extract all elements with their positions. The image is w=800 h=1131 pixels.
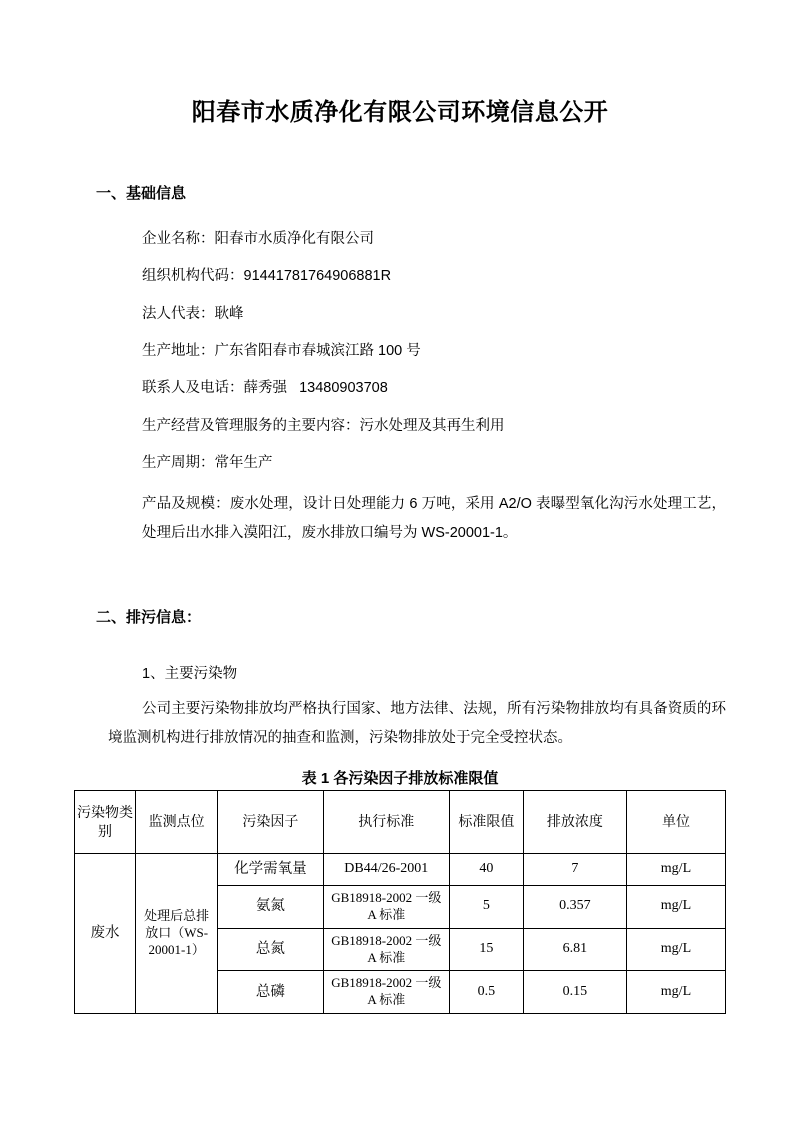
table-cell-concentration: 7 — [523, 853, 626, 885]
info-line-address: 生产地址：广东省阳春市春城滨江路 100 号 — [142, 343, 421, 359]
page-title: 阳春市水质净化有限公司环境信息公开 — [191, 99, 609, 126]
table-cell-concentration: 6.81 — [523, 928, 626, 971]
table-cell-unit: mg/L — [626, 853, 725, 885]
table-cell-unit: mg/L — [626, 971, 725, 1014]
table-cell-standard: GB18918-2002 一级 A 标准 — [323, 928, 449, 971]
table-cell-factor: 氨氮 — [218, 885, 323, 928]
table-header-standard: 执行标准 — [323, 790, 449, 853]
table-header-category: 污染物类别 — [75, 790, 136, 853]
table-cell-limit: 40 — [449, 853, 523, 885]
table-cell-limit: 5 — [449, 885, 523, 928]
info-line-legal-rep: 法人代表：耿峰 — [142, 305, 244, 322]
table-cell-factor: 化学需氧量 — [218, 853, 323, 885]
info-line-business-scope: 生产经营及管理服务的主要内容：污水处理及其再生利用 — [142, 417, 505, 434]
table-header-concentration: 排放浓度 — [523, 790, 626, 853]
table-cell-standard: GB18918-2002 一级 A 标准 — [323, 885, 449, 928]
table-cell-standard: DB44/26-2001 — [323, 853, 449, 885]
table-cell-concentration: 0.357 — [523, 885, 626, 928]
subheading-main-pollutants: 1、主要污染物 — [142, 665, 238, 682]
info-line-company-name: 企业名称：阳春市水质净化有限公司 — [142, 230, 374, 247]
table-cell-limit: 15 — [449, 928, 523, 971]
table-header-row — [75, 790, 726, 853]
table-cell-factor: 总氮 — [218, 928, 323, 971]
section-heading-basic-info: 一、基础信息 — [96, 184, 187, 202]
table-cell-concentration: 0.15 — [523, 971, 626, 1014]
paragraph-pollutant-compliance: 公司主要污染物排放均严格执行国家、地方法律、法规，所有污染物排放均有具备资质的环境监测机构进行排放情况的抽查和监测，污染物排放处于完全受控状态。 — [108, 700, 726, 746]
table-caption: 表 1 各污染因子排放标准限值 — [301, 769, 499, 787]
section-heading-discharge-info: 二、排污信息： — [96, 608, 202, 626]
table-row — [75, 853, 726, 885]
info-line-org-code: 组织机构代码：91441781764906881R — [142, 268, 392, 285]
table-cell-factor: 总磷 — [218, 971, 323, 1014]
table-header-unit: 单位 — [626, 790, 725, 853]
info-line-contact: 联系人及电话：薛秀强 13480903708 — [142, 380, 388, 397]
table-cell-limit: 0.5 — [449, 971, 523, 1014]
paragraph-products-scale: 产品及规模：废水处理，设计日处理能力 6 万吨，采用 A2/O 表曝型氧化沟污水处理工艺，处理后出水排入漠阳江，废水排放口编号为 WS-20001-1。 — [142, 495, 726, 541]
table-cell-unit: mg/L — [626, 885, 725, 928]
table-header-factor: 污染因子 — [218, 790, 323, 853]
table-cell-standard: GB18918-2002 一级 A 标准 — [323, 971, 449, 1014]
table-header-monitor-point: 监测点位 — [136, 790, 218, 853]
table-cell-category: 废水 — [75, 853, 136, 1013]
table-header-limit: 标准限值 — [449, 790, 523, 853]
table-cell-monitor-point: 处理后总排放口（WS-20001-1） — [136, 853, 218, 1013]
pollutant-limits-table — [74, 790, 726, 1014]
table-cell-unit: mg/L — [626, 928, 725, 971]
info-line-production-cycle: 生产周期：常年生产 — [142, 455, 273, 472]
